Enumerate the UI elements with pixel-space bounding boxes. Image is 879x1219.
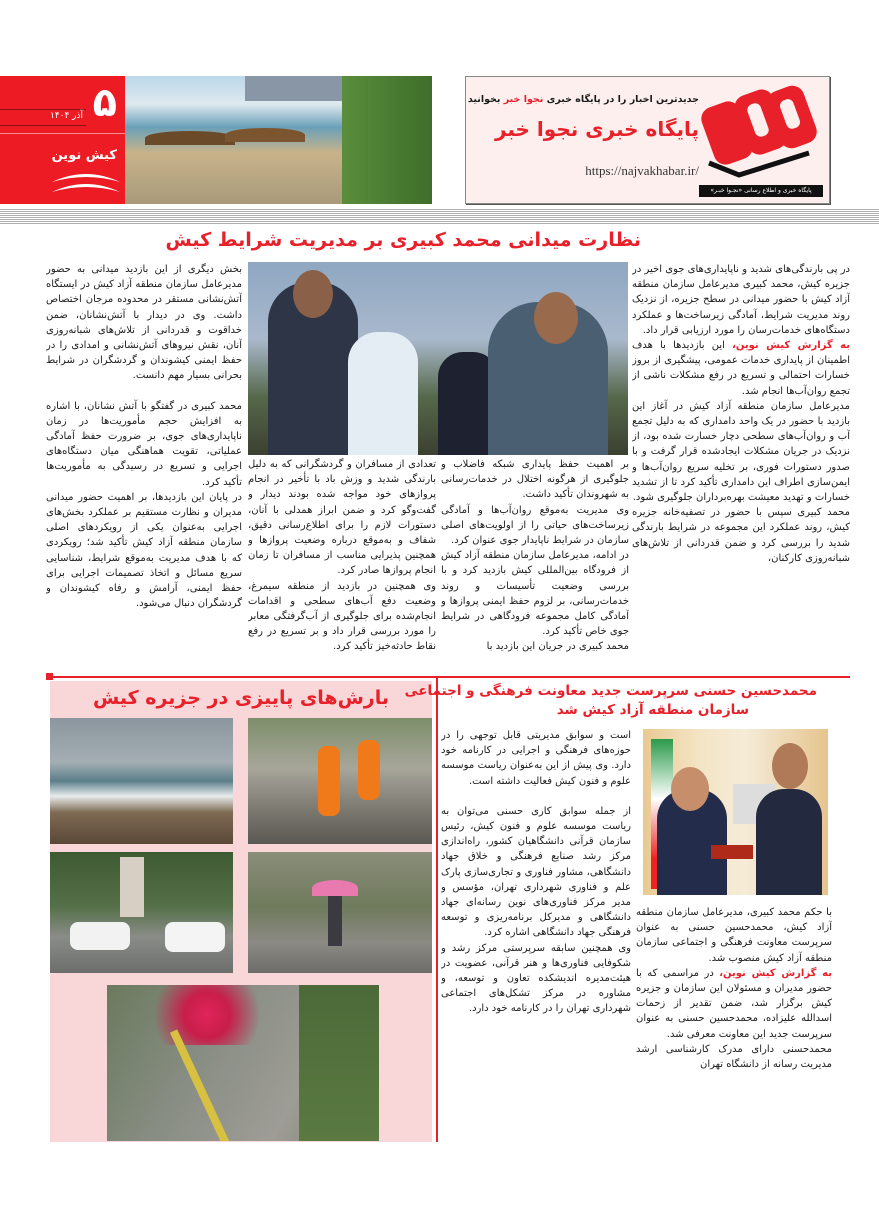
wave-logo-icon [50,168,122,196]
header-beach-photo [125,76,432,204]
article1-headline: نظارت میدانی محمد کبیری بر مدیریت شرایط کیش [165,229,641,251]
article2-column-a: است و سوابق مدیریتی قابل توجهی را در حوزه‌های فرهنگی و اجرایی در کارنامه خود دارد. وی پیش از این به‌عنوان ریاست موسسه علوم و فنون کیش فعالیت داشته است. از جمله سوابق کاری حسنی می‌توان به ریاست موسسه علوم و فنون کیش، رئیس سازمان قرآنی دانشگاهیان کشور، راه‌اندازی مرکز رشد صنایع فرهنگی و خلاق جهاد دانشگاهی، مشاور فناوری و تجاری‌سازی پارک علم و فناوری شهرداری تهران، مؤسس و مدیر مرکز فناوری‌های نوین رسانه‌ای جهاد دانشگاهی و مدیرکل برنامه‌ریزی و توسعه فرهنگی جهاد دانشگاهی اشاره کرد. وی همچنین سابقه سرپرستی مرکز رشد و شکوفایی فناوری‌ها و هنر قرآنی، عضویت در هیئت‌مدیره اندیشکده تعاون و توسعه، و مشاوره در مرکز تشکل‌های اجتماعی شهرداری تهران را در کارنامه خود دارد. [441,730,631,1015]
appointment-ceremony-photo [643,729,828,895]
section-rule [50,676,850,678]
umbrella-park-photo [248,852,432,973]
ad-title: پایگاه خبری نجوا خبر [494,117,699,141]
street-workers-photo [248,718,432,844]
report-lead: به گزارش کیش نوین، [719,967,832,979]
gallery-headline: بارش‌های پاییزی در جزیره کیش [92,687,390,709]
divider [0,125,86,126]
rule-marker [46,673,53,680]
rainy-road-cars-photo [50,852,233,973]
divider [0,109,86,110]
logo-caption: پایگاه خبری و اطلاع رسانی «نجـوا خبـر» [699,185,823,197]
page-number: ۵ [92,80,117,126]
issue-date: آذر ۱۴۰۴ [49,111,83,121]
report-lead: به گزارش کیش نوین، [732,340,850,352]
ad-tagline: جدیدترین اخبار را در پایگاه خبری نجوا خبر بخوانید [467,94,699,105]
ad-url[interactable]: https://najvakhabar.ir/ [585,163,699,178]
brand-name: کیش نوین [51,148,117,163]
masthead-box [0,76,125,204]
section-divider [0,208,879,225]
kabiri-handshake-photo [248,262,628,455]
article2-headline-line1: محمدحسین حسنی سرپرست جدید معاونت فرهنگی و اجتماعی [404,683,817,699]
najva-logo-icon [699,83,819,183]
article2-headline-line2: سازمان منطقه آزاد کیش شد [556,702,749,718]
article2-column-b: با حکم محمد کبیری، مدیرعامل سازمان منطقه آزاد کیش، محمدحسین حسنی به عنوان سرپرست معاونت فرهنگی و اجتماعی سازمان منطقه آزاد کیش منصوب شد. به گزارش کیش نوین، در مراسمی که با حضور مدیران و مسئولان این سازمان و جزیره کیش برگزار شد، ضمن تقدیر از زحمات اسدالله علیزاده، محمدحسین حسنی به عنوان سرپرست جدید این معاونت معرفی شد. محمدحسنی دارای مدرک کارشناسی ارشد مدیریت رسانه از دانشگاه تهران [636,907,832,1071]
divider [0,133,125,134]
article1-column-4: بخش دیگری از این بازدید میدانی به حضور مدیرعامل سازمان منطقه آزاد کیش در ایستگاه آتش‌نشانی مستقر در محدوده مرجان اختصاص داشت. وی در دیدار با آتش‌نشانان، ضمن خداقوت و قدردانی از تلاش‌های شبانه‌روزی آنان، نقش نیروهای آتش‌نشانی و امدادی را در حفظ ایمنی کیشوندان و گردشگران در شرایط بحرانی بسیار مهم دانست. محمد کبیری در گفتگو با آتش نشانان، با اشاره به افزایش حجم مأموریت‌ها در زمان ناپایداری‌های جوی، بر ضرورت حفظ آمادگی عملیاتی، تقویت هماهنگی میان دستگاه‌های اجرایی و تسریع در رسیدگی به مأموریت‌ها تأکید کرد. در پایان این بازدیدها، بر اهمیت حضور میدانی مدیران و نظارت مستقیم بر عملکرد بخش‌های اجرایی به‌عنوان یکی از رویکردهای اصلی سازمان منطقه آزاد کیش تأکید شد؛ رویکردی که با هدف مدیریت به‌موقع شرایط، شناسایی سریع مسائل و اتخاذ تصمیمات اجرایی برای حفظ ایمنی، آرامش و رفاه کیشوندان و گردشگران دنبال می‌شود. [46,264,242,610]
article1-column-2: بر اهمیت حفظ پایداری شبکه فاضلاب و جلوگیری از هرگونه اختلال در خدمات‌رسانی به شهروندان تأکید داشت. وی مدیریت به‌موقع روان‌آب‌ها و آمادگی زیرساخت‌های حیاتی را از اولویت‌های اصلی سازمان در شرایط ناپایدار جوی عنوان کرد. در ادامه، مدیرعامل سازمان منطقه آزاد کیش از فرودگاه بین‌المللی کیش بازدید کرد و با بررسی وضعیت تأسیسات و روند خدمات‌رسانی، بر لزوم حفظ ایمنی پروازها و آمادگی کامل مجموعه فرودگاهی در شرایط جوی خاص تأکید کرد. محمد کبیری در جریان این بازدید با [441,459,629,653]
column-rule [436,676,438,1142]
article1-column-3: تعدادی از مسافران و گردشگرانی که به دلیل بارندگی شدید و وزش باد با تأخیر در انجام پروازهای خود مواجه شده بودند دیدار و گفت‌وگو کرد و ضمن ابراز همدلی با آنان، دستورات لازم را برای اطلاع‌رسانی دقیق، شفاف و به‌موقع درباره وضعیت پروازها و همچنین پذیرایی مناسب از مسافران تا زمان انجام پروازها صادر کرد. وی همچنین در بازدید از منطقه سیمرغ، وضعیت دفع آب‌های سطحی و اقدامات انجام‌شده برای جلوگیری از آب‌گرفتگی معابر را مورد بررسی قرار داد و بر تسریع در رفع نقاط حادثه‌خیز تأکید کرد. [248,459,436,653]
flowers-rainy-road-photo [107,985,379,1141]
rain-gallery [50,681,432,1142]
article1-column-1: در پی بارندگی‌های شدید و ناپایداری‌های جوی اخیر در جزیره کیش، محمد کبیری مدیرعامل سازمان منطقه آزاد کیش با حضور میدانی در سطح جزیره، از نزدیک روند مدیریت شرایط، آمادگی زیرساخت‌ها و عملکرد دستگاه‌های خدمات‌رسان را مورد ارزیابی قرار داد. به گزارش کیش نوین، این بازدیدها با هدف اطمینان از پایداری خدمات عمومی، پیشگیری از بروز خسارات احتمالی و تسریع در رفع مشکلات ناشی از تجمع روان‌آب‌ها انجام شد. مدیرعامل سازمان منطقه آزاد کیش در آغاز این بازدید با حضور در یک واحد دامداری که به دلیل تجمع آب و روان‌آب‌های سطحی دچار خسارت شده بود، از نزدیک در جریان مشکلات ایجادشده قرار گرفت و با صدور دستورات فوری، بر تخلیه سریع روان‌آب‌ها و ایمن‌سازی اطراف این دامداری تأکید کرد تا از تشدید خسارات و تهدید معیشت بهره‌برداران جلوگیری شود. محمد کبیری سپس با حضور در تصفیه‌خانه جزیره کیش، روند عملکرد این مجموعه در شرایط بارندگی شدید را بررسی کرد و ضمن قدردانی از تلاش‌های شبانه‌روزی کارکنان، [632,264,850,564]
najva-ad[interactable] [465,76,830,204]
stormy-sea-photo [50,718,233,844]
